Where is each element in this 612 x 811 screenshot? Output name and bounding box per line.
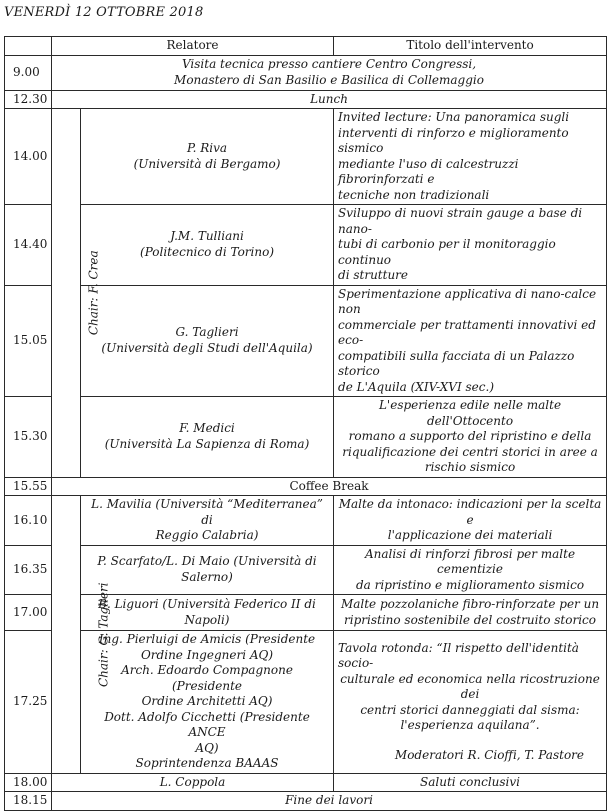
coffee-row (5, 477, 607, 496)
talk-line: l'applicazione dei materiali (387, 528, 553, 542)
talk-line: Analisi di rinforzi fibrosi per malte cementizie (364, 546, 576, 576)
speaker-cell (81, 109, 334, 205)
talk-line: compatibili sulla facciata di un Palazzo storico (338, 348, 575, 378)
talk-line: centri storici danneggiati dal sisma: (360, 702, 580, 717)
talk-title (334, 595, 607, 631)
talk-line: romano a supporto del ripristino e della (348, 429, 592, 443)
lunch-label: Lunch (52, 90, 607, 109)
speaker-affiliation: (Università di Bergamo) (133, 156, 281, 171)
session1-chair-label: Chair: F. Crea (86, 250, 101, 336)
session2-chair (52, 496, 111, 774)
talk-line: commerciale per trattamenti innovativi ed eco- (338, 317, 596, 347)
talk-line: rischio sismico (424, 460, 516, 474)
speaker-line: Soprintendenza BAAAS (135, 756, 279, 770)
end-label: Fine dei lavori (52, 792, 607, 811)
speaker-name: P. Riva (186, 141, 228, 155)
speaker-affiliation: (Università degli Studi dell'Aquila) (101, 340, 313, 355)
speaker-cell (81, 285, 334, 397)
visit-time: 9.00 (5, 55, 52, 90)
speaker-line: Ordine Architetti AQ) (141, 694, 273, 708)
speaker-affiliation: (Università La Sapienza di Roma) (104, 436, 310, 451)
talk-line: culturale ed economica nella ricostruzione dei (340, 671, 600, 701)
round-table-title (334, 631, 607, 774)
talk-time: 16.10 (5, 496, 52, 546)
speaker-name: B. Liguori (Università Federico II di (98, 597, 316, 611)
speaker-line: Arch. Edoardo Compagnone (Presidente (121, 663, 293, 693)
header-speaker: Relatore (52, 37, 334, 56)
speaker-name: P. Scarfato/L. Di Maio (Università di (97, 554, 317, 569)
speaker-line: Ing. Pierluigi de Amicis (Presidente (98, 632, 316, 646)
talk-line: Malte da intonaco: indicazioni per la scelta e (338, 497, 602, 527)
round-table-speakers (81, 631, 334, 774)
speaker-name: G. Taglieri (175, 325, 239, 340)
speaker-cell (81, 545, 334, 595)
lunch-time: 12.30 (5, 90, 52, 109)
speaker-cell (81, 205, 334, 286)
closing-speaker: L. Coppola (52, 773, 334, 792)
table-row (5, 496, 607, 546)
lunch-row (5, 90, 607, 109)
talk-time: 15.05 (5, 285, 52, 397)
closing-row (5, 773, 607, 792)
visit-row (5, 55, 607, 90)
talk-title (334, 397, 607, 478)
speaker-affiliation: Reggio Calabria) (155, 528, 259, 542)
table-header-row (5, 37, 607, 56)
talk-time: 17.25 (5, 631, 52, 774)
speaker-affiliation: Napoli) (184, 612, 230, 627)
visit-line: Visita tecnica presso cantiere Centro Congressi, (181, 57, 477, 71)
day-title: VENERDÌ 12 OTTOBRE 2018 (4, 5, 204, 20)
coffee-time: 15.55 (5, 477, 52, 496)
header-time-cell (5, 37, 52, 56)
speaker-name: L. Mavilia (Università “Mediterranea” di (91, 497, 323, 527)
speaker-line: Dott. Adolfo Cicchetti (Presidente ANCE (104, 709, 310, 739)
talk-time: 17.00 (5, 595, 52, 631)
talk-line: mediante l'uso di calcestruzzi fibrorinforzati e (338, 156, 519, 186)
speaker-affiliation: Salerno) (181, 569, 233, 584)
round-table-row (5, 631, 607, 774)
moderators: Moderatori R. Cioffi, T. Pastore (394, 747, 585, 762)
table-row (5, 545, 607, 595)
talk-time: 16.35 (5, 545, 52, 595)
talk-line: tecniche non tradizionali (338, 187, 490, 202)
talk-line: Invited lecture: Una panoramica sugli (338, 110, 570, 124)
talk-time: 15.30 (5, 397, 52, 478)
table-row (5, 109, 607, 205)
talk-line: di strutture (338, 268, 409, 282)
speaker-cell (81, 397, 334, 478)
table-row (5, 397, 607, 478)
talk-time: 14.40 (5, 205, 52, 286)
talk-line: Tavola rotonda: “Il rispetto dell'identità socio- (338, 640, 579, 670)
talk-title (334, 545, 607, 595)
speaker-name: J.M. Tulliani (170, 229, 244, 244)
header-talk: Titolo dell'intervento (334, 37, 607, 56)
talk-time: 14.00 (5, 109, 52, 205)
talk-line: Sviluppo di nuovi strain gauge a base di nano- (338, 206, 583, 236)
talk-line: de L'Aquila (XIV-XVI sec.) (338, 379, 494, 394)
talk-line: interventi di rinforzo e miglioramento sismico (338, 125, 569, 155)
visit-line: Monastero di San Basilio e Basilica di Collemaggio (174, 72, 484, 87)
coffee-label: Coffee Break (52, 477, 607, 496)
talk-line: tubi di carbonio per il monitoraggio continuo (338, 237, 556, 267)
talk-line: L'esperienza edile nelle malte dell'Ottocento (378, 398, 562, 428)
talk-title (334, 285, 607, 397)
session1-chair (52, 109, 101, 478)
spacer (338, 734, 602, 748)
speaker-cell (81, 595, 334, 631)
end-time: 18.15 (5, 792, 52, 811)
talk-line: Sperimentazione applicativa di nano-calce non (338, 286, 597, 316)
speaker-line: AQ) (195, 740, 219, 755)
speaker-line: Ordine Ingegneri AQ) (140, 647, 274, 662)
talk-title (334, 109, 607, 205)
end-row (5, 792, 607, 811)
talk-line: riqualificazione dei centri storici in aree a (342, 444, 598, 459)
closing-time: 18.00 (5, 773, 52, 792)
talk-line: da ripristino e miglioramento sismico (355, 577, 585, 592)
session2-chair-label: Chair: G. Taglieri (96, 581, 111, 687)
talk-title (334, 205, 607, 286)
talk-line: ripristino sostenibile del costruito storico (344, 612, 596, 627)
talk-title (334, 496, 607, 546)
speaker-affiliation: (Politecnico di Torino) (140, 244, 274, 259)
speaker-cell (81, 496, 334, 546)
closing-talk: Saluti conclusivi (334, 773, 607, 792)
visit-description (52, 55, 607, 90)
program-table (4, 36, 607, 811)
talk-line: l'esperienza aquilana”. (400, 718, 540, 732)
speaker-name: F. Medici (179, 421, 235, 436)
talk-line: Malte pozzolaniche fibro-rinforzate per un (340, 597, 600, 611)
table-row (5, 595, 607, 631)
